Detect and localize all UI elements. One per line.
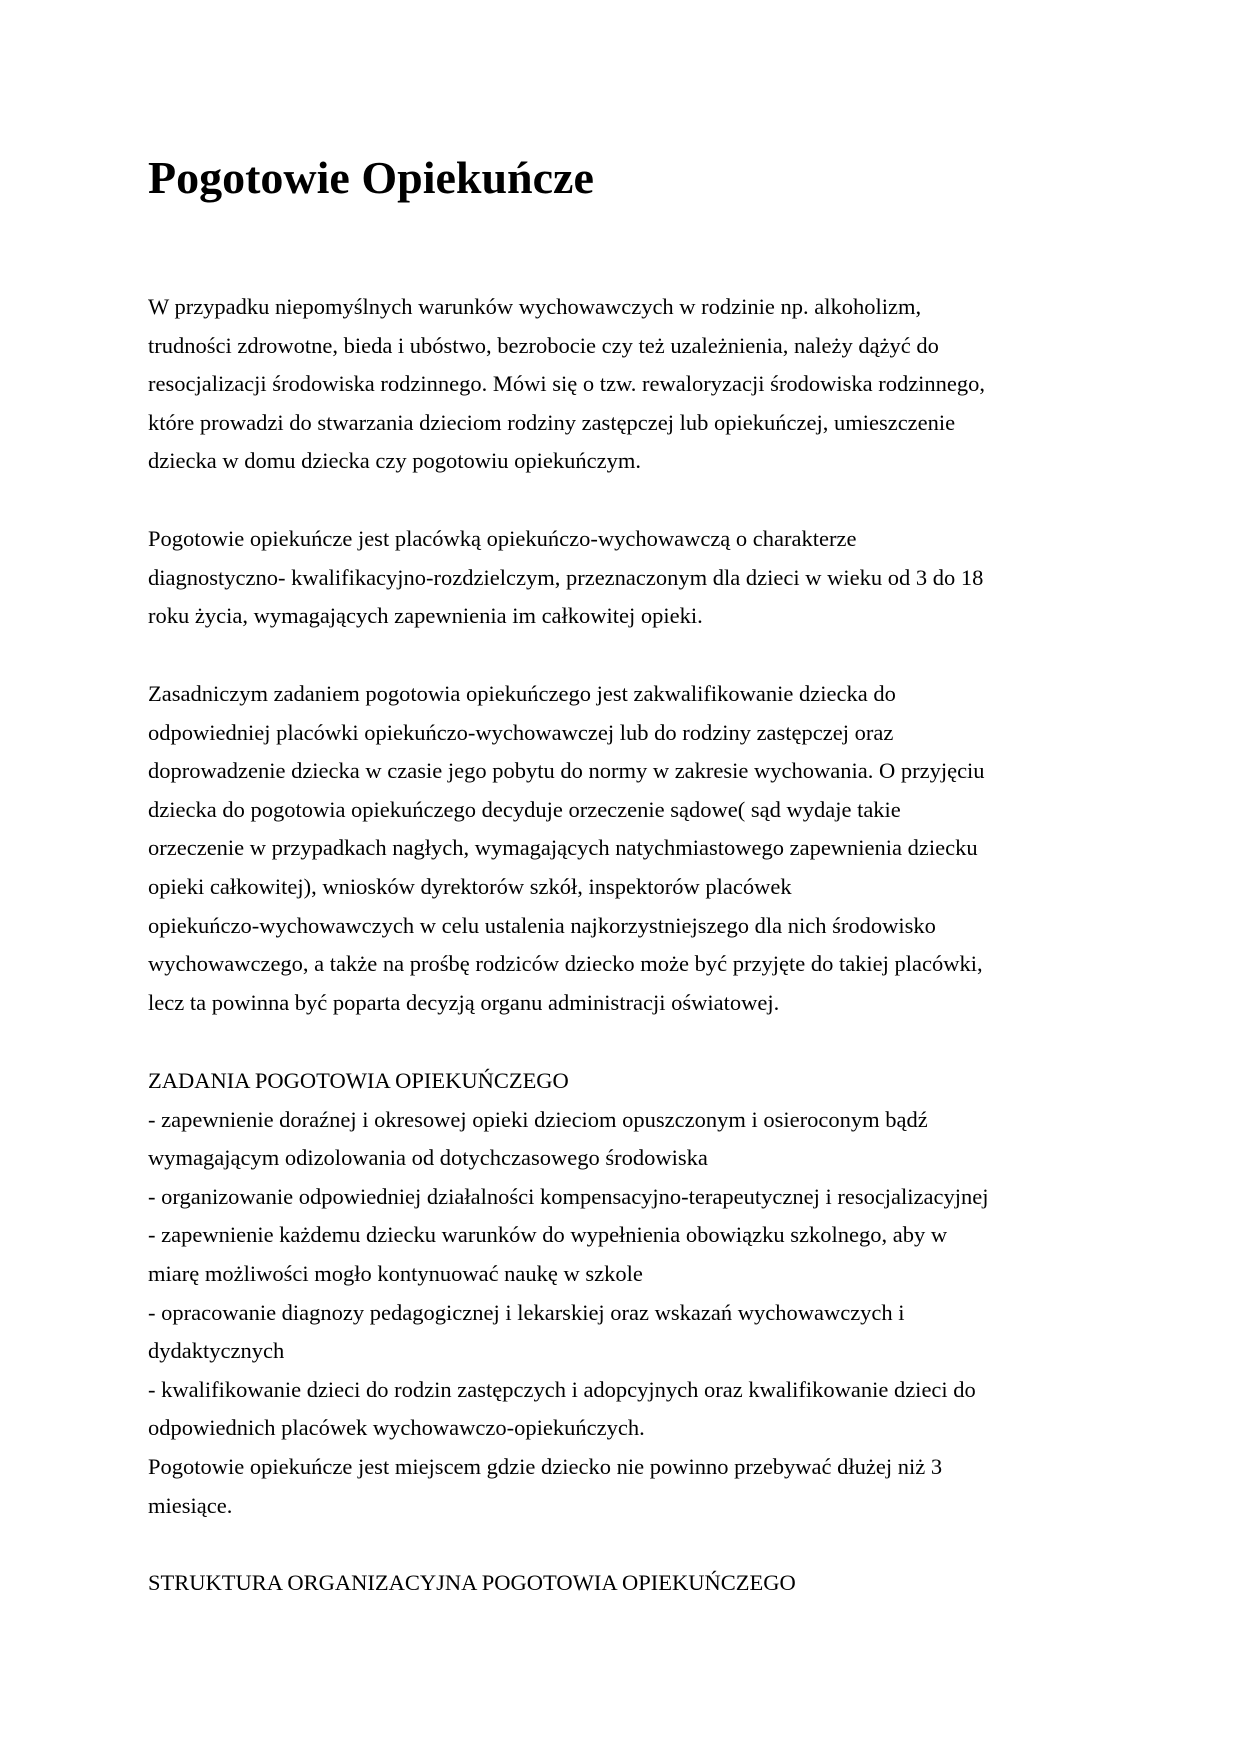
list-item-line: miarę możliwości mogło kontynuować naukę w szkole — [148, 1260, 643, 1286]
list-item-line: odpowiednich placówek wychowawczo-opiekuńczych. — [148, 1415, 645, 1441]
text-line: wychowawczego, a także na prośbę rodziców dziecko może być przyjęte do takiej placówki, — [148, 951, 983, 977]
text-line: trudności zdrowotne, bieda i ubóstwo, bezrobocie czy też uzależnienia, należy dążyć do — [148, 332, 939, 358]
text-line: Pogotowie opiekuńcze jest miejscem gdzie dziecko nie powinno przebywać dłużej niż 3 — [148, 1453, 943, 1479]
text-line: dziecka w domu dziecka czy pogotowiu opiekuńczym. — [148, 448, 641, 474]
text-line: odpowiedniej placówki opiekuńczo-wychowawczej lub do rodziny zastępczej oraz — [148, 719, 894, 745]
text-line: Pogotowie opiekuńcze jest placówką opiekuńczo-wychowawczą o charakterze — [148, 526, 857, 551]
text-line: resocjalizacji środowiska rodzinnego. Mówi się o tzw. rewaloryzacji środowiska rodzinnego, — [148, 371, 986, 397]
text-line: lecz ta powinna być poparta decyzją organu administracji oświatowej. — [148, 989, 780, 1015]
text-line: które prowadzi do stwarzania dzieciom rodziny zastępczej lub opiekuńczej, umieszczenie — [148, 409, 956, 435]
text-line: Zasadniczym zadaniem pogotowia opiekuńczego jest zakwalifikowanie dziecka do — [148, 681, 896, 706]
list-item-line: - zapewnienie doraźnej i okresowej opieki dzieciom opuszczonym i osieroconym bądź — [148, 1106, 928, 1132]
list-item-line: wymagającym odizolowania od dotychczasowego środowiska — [148, 1145, 708, 1171]
section-structure — [148, 1564, 796, 1603]
text-line: miesiące. — [148, 1492, 233, 1518]
paragraph-definition — [148, 520, 983, 636]
text-line: dziecka do pogotowia opiekuńczego decyduje orzeczenie sądowe( sąd wydaje takie — [148, 796, 901, 822]
text-line: roku życia, wymagających zapewnienia im całkowitej opieki. — [148, 603, 703, 629]
list-item-line: dydaktycznych — [148, 1338, 285, 1364]
text-line: opieki całkowitej), wniosków dyrektorów szkół, inspektorów placówek — [148, 873, 792, 899]
paragraph-main-task — [148, 675, 985, 1022]
text-line: doprowadzenie dziecka w czasie jego pobytu do normy w zakresie wychowania. O przyjęciu — [148, 758, 985, 784]
text-line: W przypadku niepomyślnych warunków wychowawczych w rodzinie np. alkoholizm, — [148, 294, 922, 319]
text-line: diagnostyczno- kwalifikacyjno-rozdzielczym, przeznaczonym dla dzieci w wieku od 3 do 18 — [148, 564, 984, 590]
list-item-line: - kwalifikowanie dzieci do rodzin zastępczych i adopcyjnych oraz kwalifikowanie dzieci do — [148, 1376, 976, 1402]
list-item-line: - organizowanie odpowiedniej działalności kompensacyjno-terapeutycznej i resocjalizacyjnej — [148, 1183, 989, 1209]
text-line: orzeczenie w przypadkach nagłych, wymagających natychmiastowego zapewnienia dziecku — [148, 835, 978, 861]
paragraph-intro — [148, 288, 985, 481]
section-heading: ZADANIA POGOTOWIA OPIEKUŃCZEGO — [148, 1068, 569, 1093]
list-item-line: - zapewnienie każdemu dziecku warunków do wypełnienia obowiązku szkolnego, aby w — [148, 1222, 948, 1248]
section-heading: STRUKTURA ORGANIZACYJNA POGOTOWIA OPIEKUŃCZEGO — [148, 1570, 796, 1595]
section-tasks — [148, 1062, 989, 1525]
page-title: Pogotowie Opiekuńcze — [148, 152, 594, 203]
list-item-line: - opracowanie diagnozy pedagogicznej i lekarskiej oraz wskazań wychowawczych i — [148, 1299, 905, 1325]
text-line: opiekuńczo-wychowawczych w celu ustalenia najkorzystniejszego dla nich środowisko — [148, 912, 936, 938]
